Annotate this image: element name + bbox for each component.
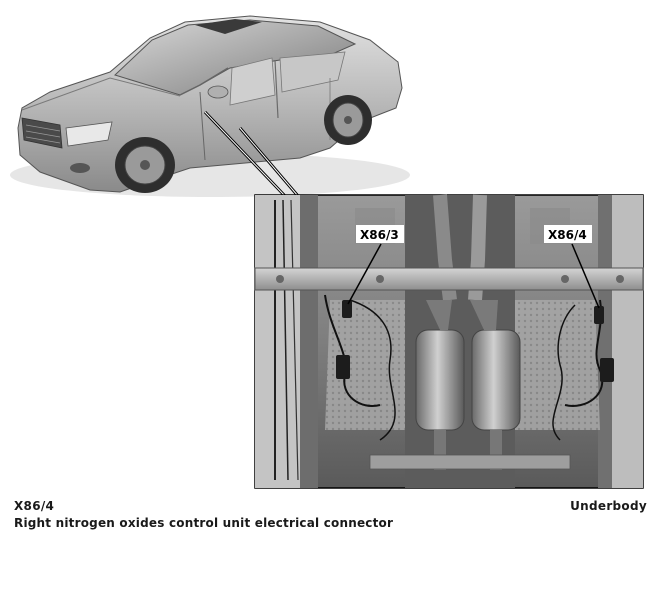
- x86-4-connector: [594, 306, 604, 324]
- callout-label-x86-4: X86/4: [548, 228, 587, 242]
- location-label: Underbody: [570, 499, 647, 513]
- component-code: X86/4: [14, 499, 55, 513]
- callout-label-x86-3: X86/3: [360, 228, 399, 242]
- x86-3-connector: [342, 300, 352, 318]
- right-nox-control-unit: [600, 358, 614, 382]
- left-nox-control-unit: [336, 355, 350, 379]
- vehicle-illustration: [10, 16, 410, 197]
- component-description: Right nitrogen oxides control unit electrical connector: [14, 516, 394, 530]
